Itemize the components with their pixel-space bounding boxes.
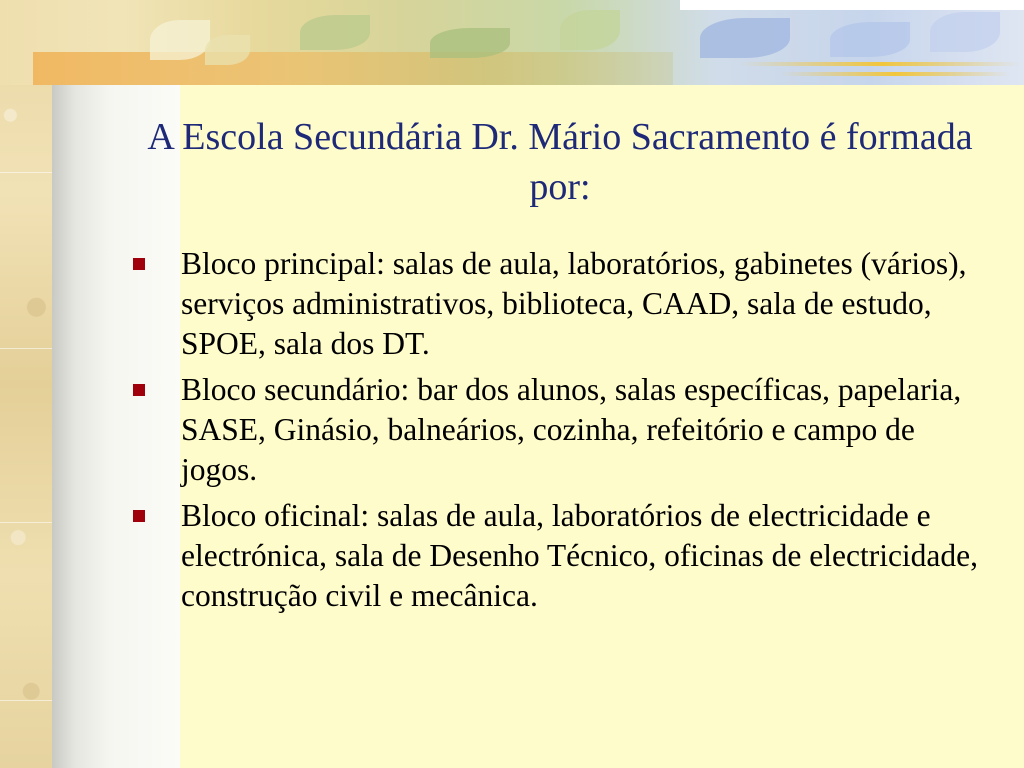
bullet-item [126,244,996,364]
parchment-tile-edge [0,348,52,349]
bullet-item [126,370,996,490]
bullet-list [126,244,996,622]
square-bullet-icon [133,258,145,270]
bullet-text: Bloco oficinal: salas de aula, laboratórios de electricidade e electrónica, sala de Desenho Técnico, oficinas de electricidade, construção civil e mecânica. [181,498,979,613]
bullet-item [126,496,996,616]
square-bullet-icon [133,384,145,396]
parchment-tile-edge [0,522,52,523]
gold-streak [740,62,1020,66]
gold-streak [780,72,1010,76]
banner-top-edge [680,0,1024,10]
bullet-text: Bloco principal: salas de aula, laboratórios, gabinetes (vários), serviços administrativos, biblioteca, CAAD, sala de estudo, SPOE, sala dos DT. [181,246,967,361]
leaf-icon [150,20,210,60]
banner-color-band [33,52,673,85]
parchment-tile-edge [0,172,52,173]
parchment-tile-edge [0,700,52,701]
slide-title: A Escola Secundária Dr. Mário Sacramento é formada por: [147,116,973,208]
leaf-icon [700,18,790,58]
bullet-text: Bloco secundário: bar dos alunos, salas específicas, papelaria, SASE, Ginásio, balneários, cozinha, refeitório e campo de jogos. [181,372,962,487]
parchment-border [0,0,52,768]
decorative-banner [0,0,1024,85]
leaf-icon [300,15,370,50]
leaf-icon [205,35,250,65]
leaf-icon [430,28,510,58]
leaf-icon [930,12,1000,52]
square-bullet-icon [133,510,145,522]
leaf-icon [560,10,620,50]
leaf-icon [830,22,910,57]
